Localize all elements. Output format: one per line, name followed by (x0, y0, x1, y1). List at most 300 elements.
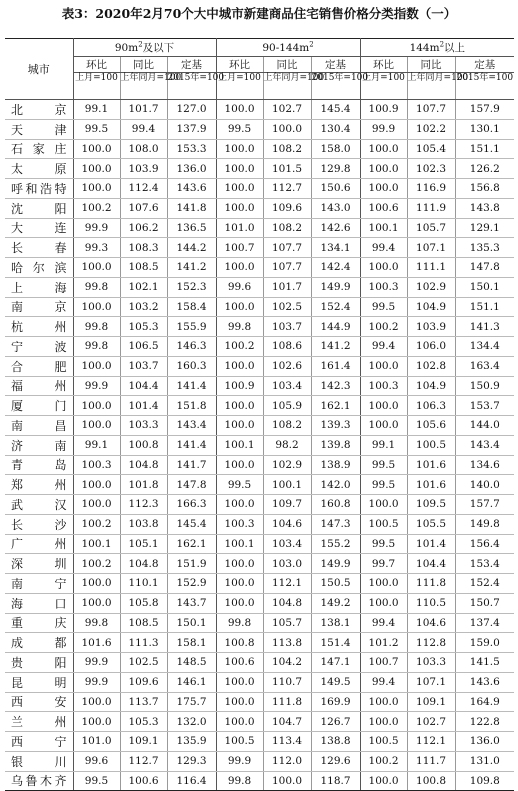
index-value-cell: 99.7 (360, 554, 407, 574)
index-value-cell: 104.6 (407, 613, 455, 633)
table-row (5, 179, 514, 199)
index-value-cell: 100.0 (360, 574, 407, 594)
index-value-cell: 106.2 (120, 218, 167, 238)
index-value-cell: 100.0 (360, 712, 407, 732)
index-value-cell: 99.9 (73, 376, 120, 396)
index-value-cell: 151.4 (311, 633, 360, 653)
index-value-cell: 111.8 (407, 574, 455, 594)
city-name-cell: 贵阳 (5, 653, 73, 673)
index-value-cell: 105.7 (407, 218, 455, 238)
index-value-cell: 100.1 (360, 218, 407, 238)
index-value-cell: 107.1 (407, 672, 455, 692)
index-value-cell: 99.8 (216, 771, 263, 791)
city-name-cell: 广州 (5, 534, 73, 554)
table-row (5, 455, 514, 475)
city-name-cell: 石家庄 (5, 139, 73, 159)
sub-header-label: 环比 (216, 57, 263, 73)
index-value-cell: 138.8 (311, 732, 360, 752)
index-value-cell: 160.8 (311, 495, 360, 515)
index-value-cell: 112.7 (120, 751, 167, 771)
index-value-cell: 109.1 (120, 732, 167, 752)
index-value-cell: 162.1 (167, 534, 216, 554)
city-name-cell: 青岛 (5, 455, 73, 475)
index-value-cell: 113.8 (263, 633, 311, 653)
index-value-cell: 99.1 (73, 435, 120, 455)
table-row (5, 396, 514, 416)
index-value-cell: 100.0 (73, 574, 120, 594)
index-value-cell: 100.0 (360, 159, 407, 179)
index-value-cell: 100.0 (360, 593, 407, 613)
index-value-cell: 105.1 (120, 534, 167, 554)
table-row (5, 751, 514, 771)
index-value-cell: 99.8 (73, 337, 120, 357)
index-value-cell: 100.6 (120, 771, 167, 791)
index-value-cell: 163.4 (455, 356, 514, 376)
sub-header-label: 同比 (263, 57, 311, 73)
index-value-cell: 109.1 (407, 692, 455, 712)
index-value-cell: 137.4 (455, 613, 514, 633)
index-value-cell: 99.6 (216, 277, 263, 297)
index-value-cell: 141.5 (455, 653, 514, 673)
city-name-cell: 沈阳 (5, 198, 73, 218)
index-value-cell: 169.9 (311, 692, 360, 712)
index-value-cell: 100.0 (216, 416, 263, 436)
index-value-cell: 102.8 (407, 356, 455, 376)
index-value-cell: 99.9 (216, 751, 263, 771)
table-row (5, 258, 514, 278)
index-value-cell: 100.0 (73, 416, 120, 436)
index-value-cell: 106.0 (407, 337, 455, 357)
index-value-cell: 135.9 (167, 732, 216, 752)
index-value-cell: 102.2 (407, 119, 455, 139)
index-value-cell: 100.2 (73, 554, 120, 574)
index-value-cell: 103.4 (263, 534, 311, 554)
index-value-cell: 141.3 (455, 317, 514, 337)
city-name-cell: 福州 (5, 376, 73, 396)
city-name-cell: 济南 (5, 435, 73, 455)
index-value-cell: 164.9 (455, 692, 514, 712)
index-value-cell: 162.1 (311, 396, 360, 416)
index-value-cell: 103.3 (120, 416, 167, 436)
index-value-cell: 100.5 (216, 732, 263, 752)
index-value-cell: 130.1 (455, 119, 514, 139)
city-name-cell: 长沙 (5, 514, 73, 534)
index-value-cell: 100.0 (216, 297, 263, 317)
index-value-cell: 141.2 (311, 337, 360, 357)
table-row (5, 554, 514, 574)
index-value-cell: 166.3 (167, 495, 216, 515)
index-value-cell: 144.2 (167, 238, 216, 258)
index-value-cell: 143.7 (167, 593, 216, 613)
index-value-cell: 100.8 (216, 633, 263, 653)
index-value-cell: 100.7 (216, 238, 263, 258)
index-value-cell: 99.9 (360, 119, 407, 139)
index-value-cell: 100.0 (360, 139, 407, 159)
index-value-cell: 147.8 (455, 258, 514, 278)
index-value-cell: 101.5 (263, 159, 311, 179)
city-name-cell: 西安 (5, 692, 73, 712)
index-value-cell: 104.8 (120, 554, 167, 574)
index-value-cell: 100.1 (263, 475, 311, 495)
index-value-cell: 100.7 (360, 653, 407, 673)
index-value-cell: 142.3 (311, 376, 360, 396)
city-name-cell: 海口 (5, 593, 73, 613)
index-value-cell: 102.7 (263, 100, 311, 120)
index-value-cell: 138.1 (311, 613, 360, 633)
sub-header-label: 同比 (120, 57, 167, 73)
index-value-cell: 153.4 (455, 554, 514, 574)
index-value-cell: 108.0 (120, 139, 167, 159)
base-header-label: 2015年=100 (311, 73, 360, 100)
index-value-cell: 140.0 (455, 475, 514, 495)
index-value-cell: 103.2 (120, 297, 167, 317)
table-row (5, 732, 514, 752)
index-value-cell: 145.4 (167, 514, 216, 534)
table-body (5, 100, 514, 791)
index-value-cell: 99.5 (216, 475, 263, 495)
index-value-cell: 106.5 (120, 337, 167, 357)
index-value-cell: 99.4 (120, 119, 167, 139)
table-row (5, 495, 514, 515)
index-value-cell: 100.0 (216, 396, 263, 416)
index-value-cell: 100.0 (360, 179, 407, 199)
index-value-cell: 130.4 (311, 119, 360, 139)
index-value-cell: 143.0 (311, 198, 360, 218)
city-name-cell: 南宁 (5, 574, 73, 594)
index-value-cell: 129.3 (167, 751, 216, 771)
table-row (5, 100, 514, 120)
base-header-label: 上年同月=100 (407, 73, 455, 100)
index-value-cell: 100.3 (360, 277, 407, 297)
index-value-cell: 144.0 (455, 416, 514, 436)
city-name-cell: 合肥 (5, 356, 73, 376)
index-value-cell: 100.0 (216, 672, 263, 692)
city-name-cell: 银川 (5, 751, 73, 771)
index-value-cell: 100.0 (73, 475, 120, 495)
group-label-sup: 2 (138, 40, 143, 49)
table-row (5, 356, 514, 376)
index-value-cell: 101.2 (360, 633, 407, 653)
group-label: 90m (114, 42, 139, 54)
index-value-cell: 103.3 (407, 653, 455, 673)
index-value-cell: 156.4 (455, 534, 514, 554)
index-value-cell: 126.7 (311, 712, 360, 732)
index-value-cell: 159.0 (455, 633, 514, 653)
index-value-cell: 175.7 (167, 692, 216, 712)
index-value-cell: 147.1 (311, 653, 360, 673)
index-value-cell: 149.9 (311, 554, 360, 574)
table-row (5, 139, 514, 159)
index-value-cell: 118.7 (311, 771, 360, 791)
city-name-cell: 郑州 (5, 475, 73, 495)
index-value-cell: 112.0 (263, 751, 311, 771)
table-row (5, 771, 514, 791)
table-row (5, 376, 514, 396)
base-header-label: 上月=100 (73, 73, 120, 100)
index-value-cell: 100.0 (360, 396, 407, 416)
index-value-cell: 100.2 (360, 317, 407, 337)
index-value-cell: 108.2 (263, 139, 311, 159)
index-value-cell: 106.3 (407, 396, 455, 416)
index-value-cell: 99.4 (360, 613, 407, 633)
index-value-cell: 135.3 (455, 238, 514, 258)
index-value-cell: 151.8 (167, 396, 216, 416)
index-value-cell: 105.9 (263, 396, 311, 416)
index-value-cell: 102.6 (263, 356, 311, 376)
index-value-cell: 109.8 (455, 771, 514, 791)
index-value-cell: 146.3 (167, 337, 216, 357)
index-value-cell: 105.7 (263, 613, 311, 633)
index-value-cell: 102.7 (407, 712, 455, 732)
index-value-cell: 112.1 (407, 732, 455, 752)
index-value-cell: 102.3 (407, 159, 455, 179)
index-value-cell: 136.0 (455, 732, 514, 752)
index-value-cell: 101.0 (216, 218, 263, 238)
index-value-cell: 99.5 (360, 534, 407, 554)
index-value-cell: 150.7 (455, 593, 514, 613)
index-value-cell: 100.3 (360, 376, 407, 396)
index-value-cell: 99.5 (360, 475, 407, 495)
index-value-cell: 141.2 (167, 258, 216, 278)
index-value-cell: 107.6 (120, 198, 167, 218)
base-header-label: 上月=100 (360, 73, 407, 100)
index-value-cell: 100.0 (73, 692, 120, 712)
index-value-cell: 161.4 (311, 356, 360, 376)
index-value-cell: 101.6 (407, 475, 455, 495)
index-value-cell: 100.0 (216, 159, 263, 179)
index-value-cell: 152.4 (311, 297, 360, 317)
index-value-cell: 110.7 (263, 672, 311, 692)
index-value-cell: 100.2 (73, 198, 120, 218)
city-name-cell: 深圳 (5, 554, 73, 574)
index-value-cell: 100.0 (360, 416, 407, 436)
index-value-cell: 110.5 (407, 593, 455, 613)
index-value-cell: 100.2 (216, 337, 263, 357)
table-row (5, 277, 514, 297)
table-row (5, 593, 514, 613)
group-header-2 (360, 39, 514, 57)
index-value-cell: 157.9 (455, 100, 514, 120)
index-value-cell: 100.0 (360, 495, 407, 515)
index-value-cell: 108.5 (120, 258, 167, 278)
index-value-cell: 150.9 (455, 376, 514, 396)
index-value-cell: 143.6 (455, 672, 514, 692)
index-value-cell: 101.7 (263, 277, 311, 297)
index-value-cell: 109.7 (263, 495, 311, 515)
index-value-cell: 99.1 (360, 435, 407, 455)
index-value-cell: 105.6 (407, 416, 455, 436)
index-value-cell: 141.4 (167, 435, 216, 455)
index-value-cell: 132.0 (167, 712, 216, 732)
index-value-cell: 100.8 (407, 771, 455, 791)
index-value-cell: 152.4 (455, 574, 514, 594)
index-value-cell: 99.8 (73, 277, 120, 297)
index-value-cell: 139.3 (311, 416, 360, 436)
index-value-cell: 100.0 (216, 455, 263, 475)
index-value-cell: 108.5 (120, 613, 167, 633)
sub-header-label: 环比 (73, 57, 120, 73)
index-value-cell: 116.9 (407, 179, 455, 199)
index-value-cell: 155.9 (167, 317, 216, 337)
city-name-cell: 厦门 (5, 396, 73, 416)
index-value-cell: 103.0 (263, 554, 311, 574)
index-value-cell: 99.9 (73, 672, 120, 692)
index-value-cell: 134.4 (455, 337, 514, 357)
group-header-0 (73, 39, 216, 57)
index-value-cell: 150.5 (311, 574, 360, 594)
index-value-cell: 100.0 (73, 396, 120, 416)
index-value-cell: 100.2 (73, 514, 120, 534)
index-value-cell: 101.8 (120, 475, 167, 495)
index-value-cell: 104.8 (263, 593, 311, 613)
table-row (5, 534, 514, 554)
index-value-cell: 105.5 (407, 514, 455, 534)
table-row (5, 198, 514, 218)
city-name-cell: 呼和浩特 (5, 179, 73, 199)
index-value-cell: 157.7 (455, 495, 514, 515)
table-row (5, 159, 514, 179)
table-row (5, 297, 514, 317)
index-value-cell: 99.9 (73, 218, 120, 238)
index-value-cell: 100.0 (360, 692, 407, 712)
index-value-cell: 127.0 (167, 100, 216, 120)
city-name-cell: 北京 (5, 100, 73, 120)
base-header-label: 上月=100 (216, 73, 263, 100)
index-value-cell: 99.1 (73, 100, 120, 120)
city-name-cell: 上海 (5, 277, 73, 297)
index-value-cell: 143.8 (455, 198, 514, 218)
index-value-cell: 144.9 (311, 317, 360, 337)
sub-header-label: 同比 (407, 57, 455, 73)
index-value-cell: 101.7 (120, 100, 167, 120)
index-value-cell: 158.0 (311, 139, 360, 159)
index-value-cell: 100.0 (263, 771, 311, 791)
table-row (5, 672, 514, 692)
header-sub-row (5, 57, 514, 73)
index-value-cell: 100.0 (73, 159, 120, 179)
sub-header-label: 环比 (360, 57, 407, 73)
index-value-cell: 100.0 (216, 179, 263, 199)
index-value-cell: 145.4 (311, 100, 360, 120)
index-value-cell: 136.5 (167, 218, 216, 238)
index-value-cell: 100.0 (216, 554, 263, 574)
index-value-cell: 112.8 (407, 633, 455, 653)
group-label: 144m (409, 42, 440, 54)
index-value-cell: 111.3 (120, 633, 167, 653)
index-value-cell: 136.0 (167, 159, 216, 179)
header-base-row (5, 73, 514, 100)
city-name-cell: 兰州 (5, 712, 73, 732)
city-column-header: 城市 (5, 39, 73, 100)
index-value-cell: 100.5 (407, 435, 455, 455)
index-value-cell: 100.0 (360, 771, 407, 791)
index-value-cell: 101.4 (407, 534, 455, 554)
index-value-cell: 99.5 (73, 771, 120, 791)
index-value-cell: 108.2 (263, 218, 311, 238)
city-name-cell: 哈尔滨 (5, 258, 73, 278)
index-value-cell: 112.7 (263, 179, 311, 199)
index-value-cell: 122.8 (455, 712, 514, 732)
index-value-cell: 108.6 (263, 337, 311, 357)
index-value-cell: 100.0 (216, 574, 263, 594)
index-value-cell: 142.6 (311, 218, 360, 238)
index-value-cell: 110.1 (120, 574, 167, 594)
index-value-cell: 100.0 (216, 593, 263, 613)
index-value-cell: 104.4 (407, 554, 455, 574)
index-value-cell: 99.5 (360, 455, 407, 475)
index-value-cell: 102.5 (263, 297, 311, 317)
index-value-cell: 149.2 (311, 593, 360, 613)
index-value-cell: 99.8 (73, 317, 120, 337)
index-value-cell: 100.5 (360, 514, 407, 534)
index-value-cell: 143.6 (167, 179, 216, 199)
table-row (5, 712, 514, 732)
index-value-cell: 158.4 (167, 297, 216, 317)
index-value-cell: 103.7 (263, 317, 311, 337)
city-name-cell: 南昌 (5, 416, 73, 436)
table-row (5, 238, 514, 258)
index-value-cell: 129.1 (455, 218, 514, 238)
sub-header-label: 定基 (167, 57, 216, 73)
index-value-cell: 141.4 (167, 376, 216, 396)
table-row (5, 692, 514, 712)
index-value-cell: 99.4 (360, 337, 407, 357)
table-title: 表3：2020年2月70个大中城市新建商品住宅销售价格分类指数（一） (61, 6, 457, 21)
index-value-cell: 134.1 (311, 238, 360, 258)
index-value-cell: 149.5 (311, 672, 360, 692)
index-value-cell: 104.7 (263, 712, 311, 732)
index-value-cell: 102.9 (407, 277, 455, 297)
index-value-cell: 150.6 (311, 179, 360, 199)
index-value-cell: 100.1 (216, 435, 263, 455)
index-value-cell: 111.8 (263, 692, 311, 712)
index-value-cell: 99.8 (73, 613, 120, 633)
table-row (5, 574, 514, 594)
group-label-suffix: 以上 (444, 42, 466, 54)
index-value-cell: 139.8 (311, 435, 360, 455)
index-value-cell: 103.8 (120, 514, 167, 534)
index-value-cell: 146.1 (167, 672, 216, 692)
city-name-cell: 长春 (5, 238, 73, 258)
index-value-cell: 100.8 (120, 435, 167, 455)
index-value-cell: 155.2 (311, 534, 360, 554)
city-name-cell: 武汉 (5, 495, 73, 515)
index-value-cell: 99.8 (216, 317, 263, 337)
index-value-cell: 138.9 (311, 455, 360, 475)
index-value-cell: 100.0 (73, 179, 120, 199)
base-header-label: 上年同月=100 (120, 73, 167, 100)
index-value-cell: 100.0 (360, 356, 407, 376)
index-value-cell: 100.2 (360, 751, 407, 771)
index-value-cell: 104.9 (407, 376, 455, 396)
index-value-cell: 100.1 (73, 534, 120, 554)
index-value-cell: 100.1 (216, 534, 263, 554)
index-value-cell: 129.8 (311, 159, 360, 179)
city-name-cell: 天津 (5, 119, 73, 139)
index-value-cell: 104.2 (263, 653, 311, 673)
index-value-cell: 100.5 (360, 732, 407, 752)
index-value-cell: 100.0 (216, 712, 263, 732)
city-name-cell: 太原 (5, 159, 73, 179)
table-row (5, 475, 514, 495)
index-value-cell: 100.0 (73, 593, 120, 613)
index-value-cell: 99.9 (73, 653, 120, 673)
index-value-cell: 129.6 (311, 751, 360, 771)
index-value-cell: 107.7 (263, 238, 311, 258)
index-value-cell: 150.1 (455, 277, 514, 297)
price-index-table (5, 38, 514, 791)
index-value-cell: 102.9 (263, 455, 311, 475)
